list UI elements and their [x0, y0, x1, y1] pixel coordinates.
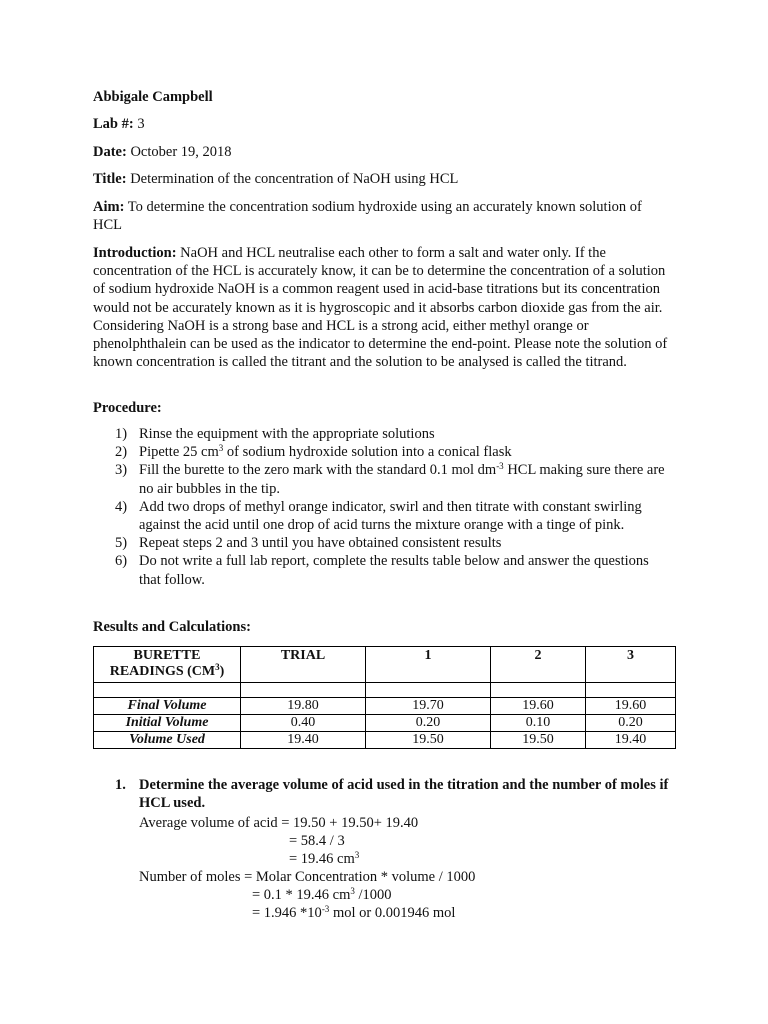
introduction-text: NaOH and HCL neutralise each other to form a salt and water only. If the concentration of the HCL is accurately know, it can be to determine the concentration of a solution of sodium hydroxide NaOH is a common reagent used in acid-base titrations but its concentration would not be accurately known as it is hygroscopic and it absorbs carbon dioxide gas from the air. Considering NaOH is a strong base and HCL is a strong acid, either methyl orange or phenolphthalein can be used as the indicator to determine the end-point. Please note the solution of known concentration is called the titrant and the solution to be analysed is called the titrand. — [93, 245, 668, 371]
moles-line-1: Number of moles = Molar Concentration * volume / 1000 — [139, 869, 476, 885]
moles-line-3: = 1.946 $*10^{-3}$ mol or 0.001946 mol — [252, 904, 456, 921]
table-row: Volume Used 19.40 19.50 19.50 19.40 — [94, 732, 676, 749]
title-line — [93, 170, 670, 188]
average-line-3: = 19.46 $cm^3$ — [289, 850, 360, 867]
results-table — [93, 646, 676, 749]
procedure-step: 5) Repeat steps 2 and 3 until you have obtained consistent results — [115, 535, 502, 552]
procedure-step: 3) Fill the burette to the zero mark with the standard 0.1 mol $dm^{-3}$ HCL making sure there are no air bubbles in the tip. — [115, 461, 665, 497]
table-spacer-row — [94, 683, 676, 698]
introduction-paragraph — [93, 244, 670, 371]
aim-paragraph — [93, 198, 670, 234]
date-value: October 19, 2018 — [130, 144, 232, 160]
date-line — [93, 143, 670, 161]
header-run-3: 3 — [586, 647, 676, 683]
table-row: Initial Volume 0.40 0.20 0.10 0.20 — [94, 715, 676, 732]
average-line-1: Average volume of acid = 19.50 + 19.50+ 19.40 — [139, 815, 419, 831]
header-trial: TRIAL — [241, 647, 366, 683]
question-1 — [93, 776, 683, 812]
table-header-row — [94, 647, 676, 683]
title-value: Determination of the concentration of NaOH using HCL — [130, 171, 459, 187]
header-run-2: 2 — [491, 647, 586, 683]
title-label: Title: — [93, 171, 127, 187]
procedure-steps — [93, 425, 673, 589]
author-name: Abbigale Campbell — [93, 89, 213, 105]
header-burette-readings: BURETTE READINGS $(CM^3)$ — [94, 647, 241, 683]
average-line-2: = 58.4 / 3 — [289, 833, 345, 849]
results-heading: Results and Calculations: — [93, 619, 251, 635]
procedure-step: 1) Rinse the equipment with the appropriate solutions — [115, 426, 435, 442]
introduction-label: Introduction: — [93, 245, 177, 261]
procedure-step: 4) Add two drops of methyl orange indicator, swirl and then titrate with constant swirling against the acid until one drop of acid turns the mixture orange with a tinge of pink. — [115, 498, 642, 534]
question-text: Determine the average volume of acid used in the titration and the number of moles if HCL used. — [139, 777, 669, 812]
aim-value: To determine the concentration sodium hydroxide using an accurately known solution of HCL — [93, 199, 642, 234]
header-run-1: 1 — [366, 647, 491, 683]
aim-label: Aim: — [93, 199, 125, 215]
procedure-heading: Procedure: — [93, 400, 162, 416]
lab-number-line — [93, 115, 670, 133]
moles-line-2: = 0.1 * 19.46 $cm^3$ /1000 — [252, 886, 392, 903]
table-row: Final Volume 19.80 19.70 19.60 19.60 — [94, 698, 676, 715]
question-number: 1. — [115, 777, 126, 793]
lab-value: 3 — [137, 116, 145, 132]
procedure-step: 2) Pipette 25 $cm^3$ of sodium hydroxide solution into a conical flask — [115, 443, 512, 461]
date-label: Date: — [93, 144, 127, 160]
lab-label: Lab #: — [93, 116, 134, 132]
procedure-step: 6) Do not write a full lab report, complete the results table below and answer the questions that follow. — [115, 553, 649, 588]
